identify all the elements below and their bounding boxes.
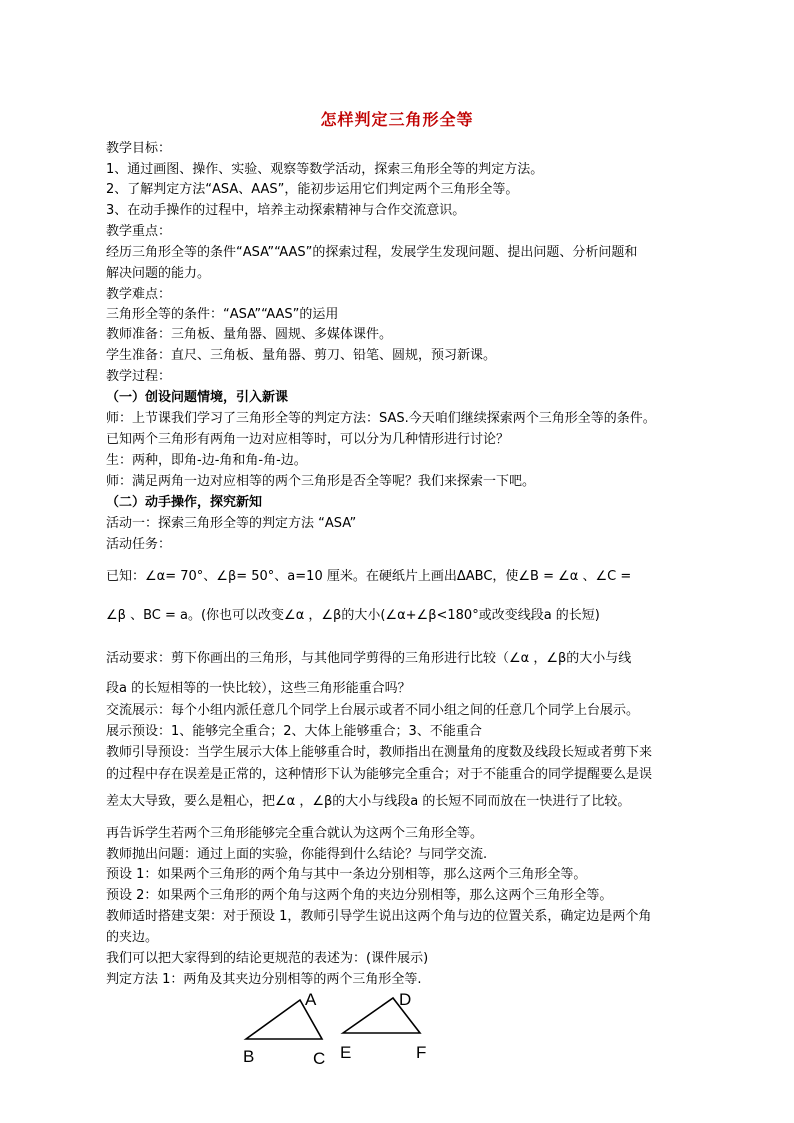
text-line: 师：上节课我们学习了三角形全等的判定方法：SAS.今天咱们继续探索两个三角形全等的条件。 <box>106 411 656 426</box>
vertex-label-f: F <box>416 1043 427 1062</box>
text-line: 教师抛出问题：通过上面的实验，你能得到什么结论？与同学交流. <box>106 847 488 862</box>
text-line: 教师适时搭建支架：对于预设 1，教师引导学生说出这两个角与边的位置关系，确定边是两个角 <box>106 909 652 924</box>
section-heading: （一）创设问题情境，引入新课 <box>106 390 289 405</box>
text-line: 教师准备：三角板、量角器、圆规、多媒体课件。 <box>106 327 393 342</box>
text-line: 活动要求：剪下你画出的三角形，与其他同学剪得的三角形进行比较（∠α ，∠β的大小与线 <box>106 651 632 666</box>
text-line: 生：两种，即角-边-角和角-角-边。 <box>106 453 307 468</box>
text-line: 3、在动手操作的过程中，培养主动探索精神与合作交流意识。 <box>106 203 466 218</box>
vertex-label-b: B <box>243 1047 255 1066</box>
text-line: 预设 1：如果两个三角形的两个角与其中一条边分别相等，那么这两个三角形全等。 <box>106 867 587 882</box>
text-line: 我们可以把大家得到的结论更规范的表述为：(课件展示) <box>106 951 429 966</box>
text-line: 预设 2：如果两个三角形的两个角与这两个角的夹边分别相等，那么这两个三角形全等。 <box>106 888 613 903</box>
text-line: 2、了解判定方法“ASA、AAS”，能初步运用它们判定两个三角形全等。 <box>106 182 519 197</box>
text-line: 教学重点： <box>106 224 172 239</box>
text-line: 教学目标： <box>106 141 172 156</box>
text-line: 已知：∠α= 70°、∠β= 50°、a=10 厘米。在硬纸片上画出ΔABC，使∠B = ∠α 、∠C = <box>106 569 632 584</box>
vertex-label-a: A <box>305 990 317 1009</box>
vertex-label-d: D <box>399 990 412 1009</box>
section-heading: （二）动手操作，探究新知 <box>106 495 263 510</box>
text-line: 三角形全等的条件：“ASA”“AAS”的运用 <box>106 307 339 322</box>
text-line: 活动任务： <box>106 537 172 552</box>
text-line: 展示预设：1、能够完全重合；2、大体上能够重合；3、不能重合 <box>106 724 482 739</box>
text-line: 再告诉学生若两个三角形能够完全重合就认为这两个三角形全等。 <box>106 826 484 841</box>
text-line: 教学过程： <box>106 369 172 384</box>
text-line: 交流展示：每个小组内派任意几个同学上台展示或者不同小组之间的任意几个同学上台展示。 <box>106 703 640 718</box>
text-line: 解决问题的能力。 <box>106 266 211 281</box>
text-line: ∠β 、BC = a。(你也可以改变∠α ，∠β的大小(∠α+∠β<180°或改变线段a 的长短) <box>106 608 600 623</box>
text-line: 差太大导致，要么是粗心，把∠α ，∠β的大小与线段a 的长短不同而放在一快进行了比较。 <box>106 794 631 809</box>
text-line: 的过程中存在误差是正常的，这种情形下认为能够完全重合；对于不能重合的同学提醒要么是误 <box>106 767 653 782</box>
text-line: 1、通过画图、操作、实验、观察等数学活动，探索三角形全等的判定方法。 <box>106 162 544 177</box>
text-line: 的夹边。 <box>106 930 159 945</box>
text-line: 教师引导预设：当学生展示大体上能够重合时，教师指出在测量角的度数及线段长短或者剪下来 <box>106 745 653 760</box>
text-line: 教学难点： <box>106 287 172 302</box>
text-line: 学生准备：直尺、三角板、量角器、剪刀、铅笔、圆规，预习新课。 <box>106 348 497 363</box>
text-line: 判定方法 1：两角及其夹边分别相等的两个三角形全等. <box>106 972 422 987</box>
vertex-label-c: C <box>313 1049 326 1068</box>
page-title: 怎样判定三角形全等 <box>320 110 474 129</box>
text-line: 师：满足两角一边对应相等的两个三角形是否全等呢？我们来探索一下吧。 <box>106 474 536 489</box>
text-line: 活动一：探索三角形全等的判定方法 “ASA” <box>106 516 357 531</box>
text-line: 经历三角形全等的条件“ASA”“AAS”的探索过程，发展学生发现问题、提出问题、分析问题和 <box>106 245 638 260</box>
text-line: 已知两个三角形有两角一边对应相等时，可以分为几种情形进行讨论？ <box>106 432 510 447</box>
text-line: 段a 的长短相等的一快比较），这些三角形能重合吗？ <box>106 681 411 696</box>
vertex-label-e: E <box>340 1043 352 1062</box>
